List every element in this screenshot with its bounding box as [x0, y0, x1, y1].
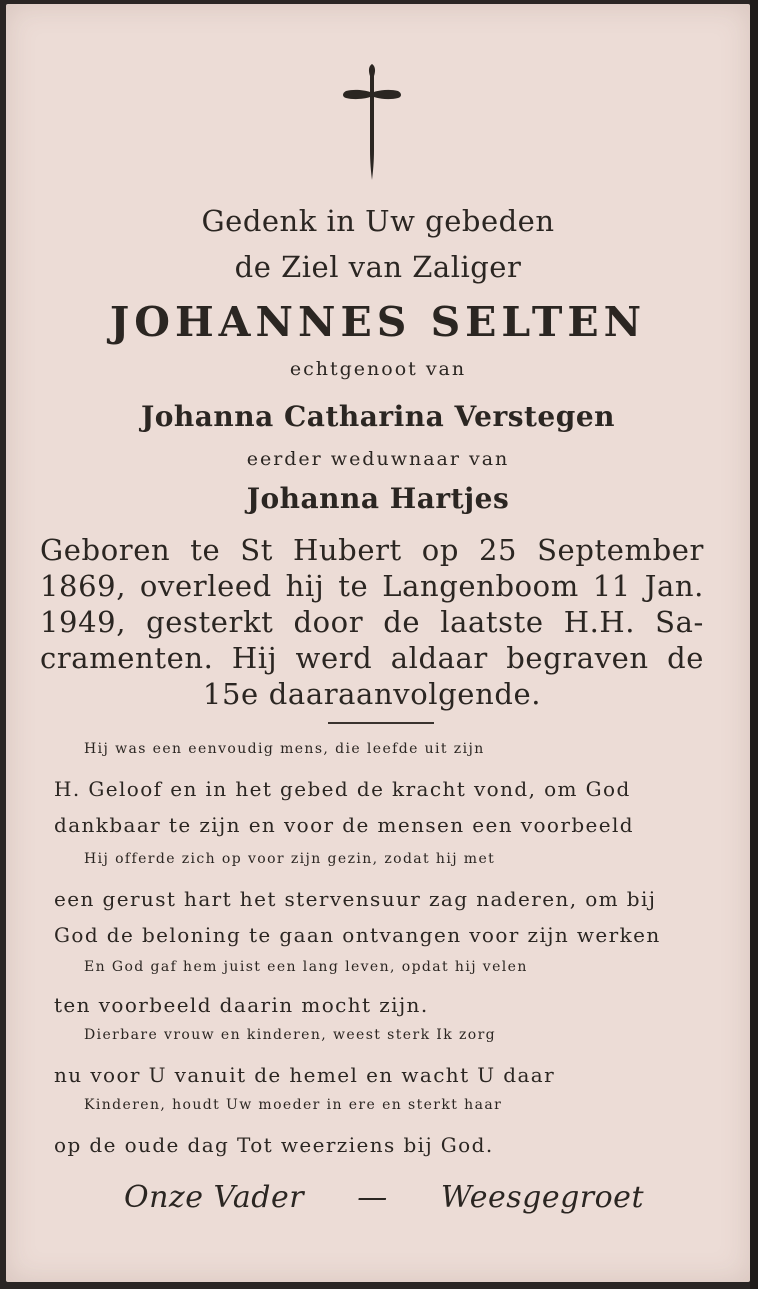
verse-line: een gerust hart het stervensuur zag naderen, om bij	[54, 887, 657, 911]
verse-line: ten voorbeeld daarin mocht zijn.	[54, 993, 429, 1017]
closing-prayers	[124, 1180, 644, 1215]
verse-line: Hij offerde zich op voor zijn gezin, zodat hij met	[84, 851, 496, 867]
verse-line: dankbaar te zijn en voor de mensen een voorbeeld	[54, 813, 635, 837]
intro-line-2: de Ziel van Zaliger	[234, 250, 522, 284]
closing-prayer-left: Onze Vader	[124, 1180, 305, 1215]
memorial-card	[6, 4, 750, 1282]
divider	[328, 722, 434, 724]
intro-line-1: Gedenk in Uw gebeden	[201, 204, 555, 238]
former-relation: eerder weduwnaar van	[246, 448, 510, 470]
verse-line: op de oude dag Tot weerziens bij God.	[54, 1133, 494, 1157]
biography-line: 1949, gesterkt door de laatste H.H. Sa-	[40, 605, 704, 639]
biography-line: cramenten. Hij werd aldaar begraven de	[40, 641, 704, 675]
spouse-name: Johanna Catharina Verstegen	[140, 400, 615, 433]
verse-line: nu voor U vanuit de hemel en wacht U daar	[54, 1063, 556, 1087]
biography	[40, 532, 704, 712]
closing-prayer-right: Weesgegroet	[440, 1180, 644, 1215]
verse-line: En God gaf hem juist een lang leven, opdat hij velen	[84, 959, 528, 975]
latin-cross-icon	[340, 62, 404, 182]
verse-line: Hij was een eenvoudig mens, die leefde uit zijn	[84, 741, 485, 757]
verse-line: Dierbare vrouw en kinderen, weest sterk Ik zorg	[84, 1027, 497, 1043]
biography-line: Geboren te St Hubert op 25 September	[40, 533, 704, 567]
biography-line: 1869, overleed hij te Langenboom 11 Jan.	[40, 569, 704, 603]
biography-line: 15e daaraanvolgende.	[202, 677, 542, 711]
verse-line: God de beloning te gaan ontvangen voor zijn werken	[54, 923, 661, 947]
spouse-relation: echtgenoot van	[289, 358, 467, 380]
frame-edge	[750, 0, 758, 1289]
former-spouse-name: Johanna Hartjes	[246, 482, 510, 515]
deceased-name: JOHANNES SELTEN	[109, 298, 647, 346]
verse-line: H. Geloof en in het gebed de kracht vond, om God	[54, 777, 631, 801]
verse-line: Kinderen, houdt Uw moeder in ere en sterkt haar	[84, 1097, 503, 1113]
closing-dash: —	[357, 1180, 388, 1215]
